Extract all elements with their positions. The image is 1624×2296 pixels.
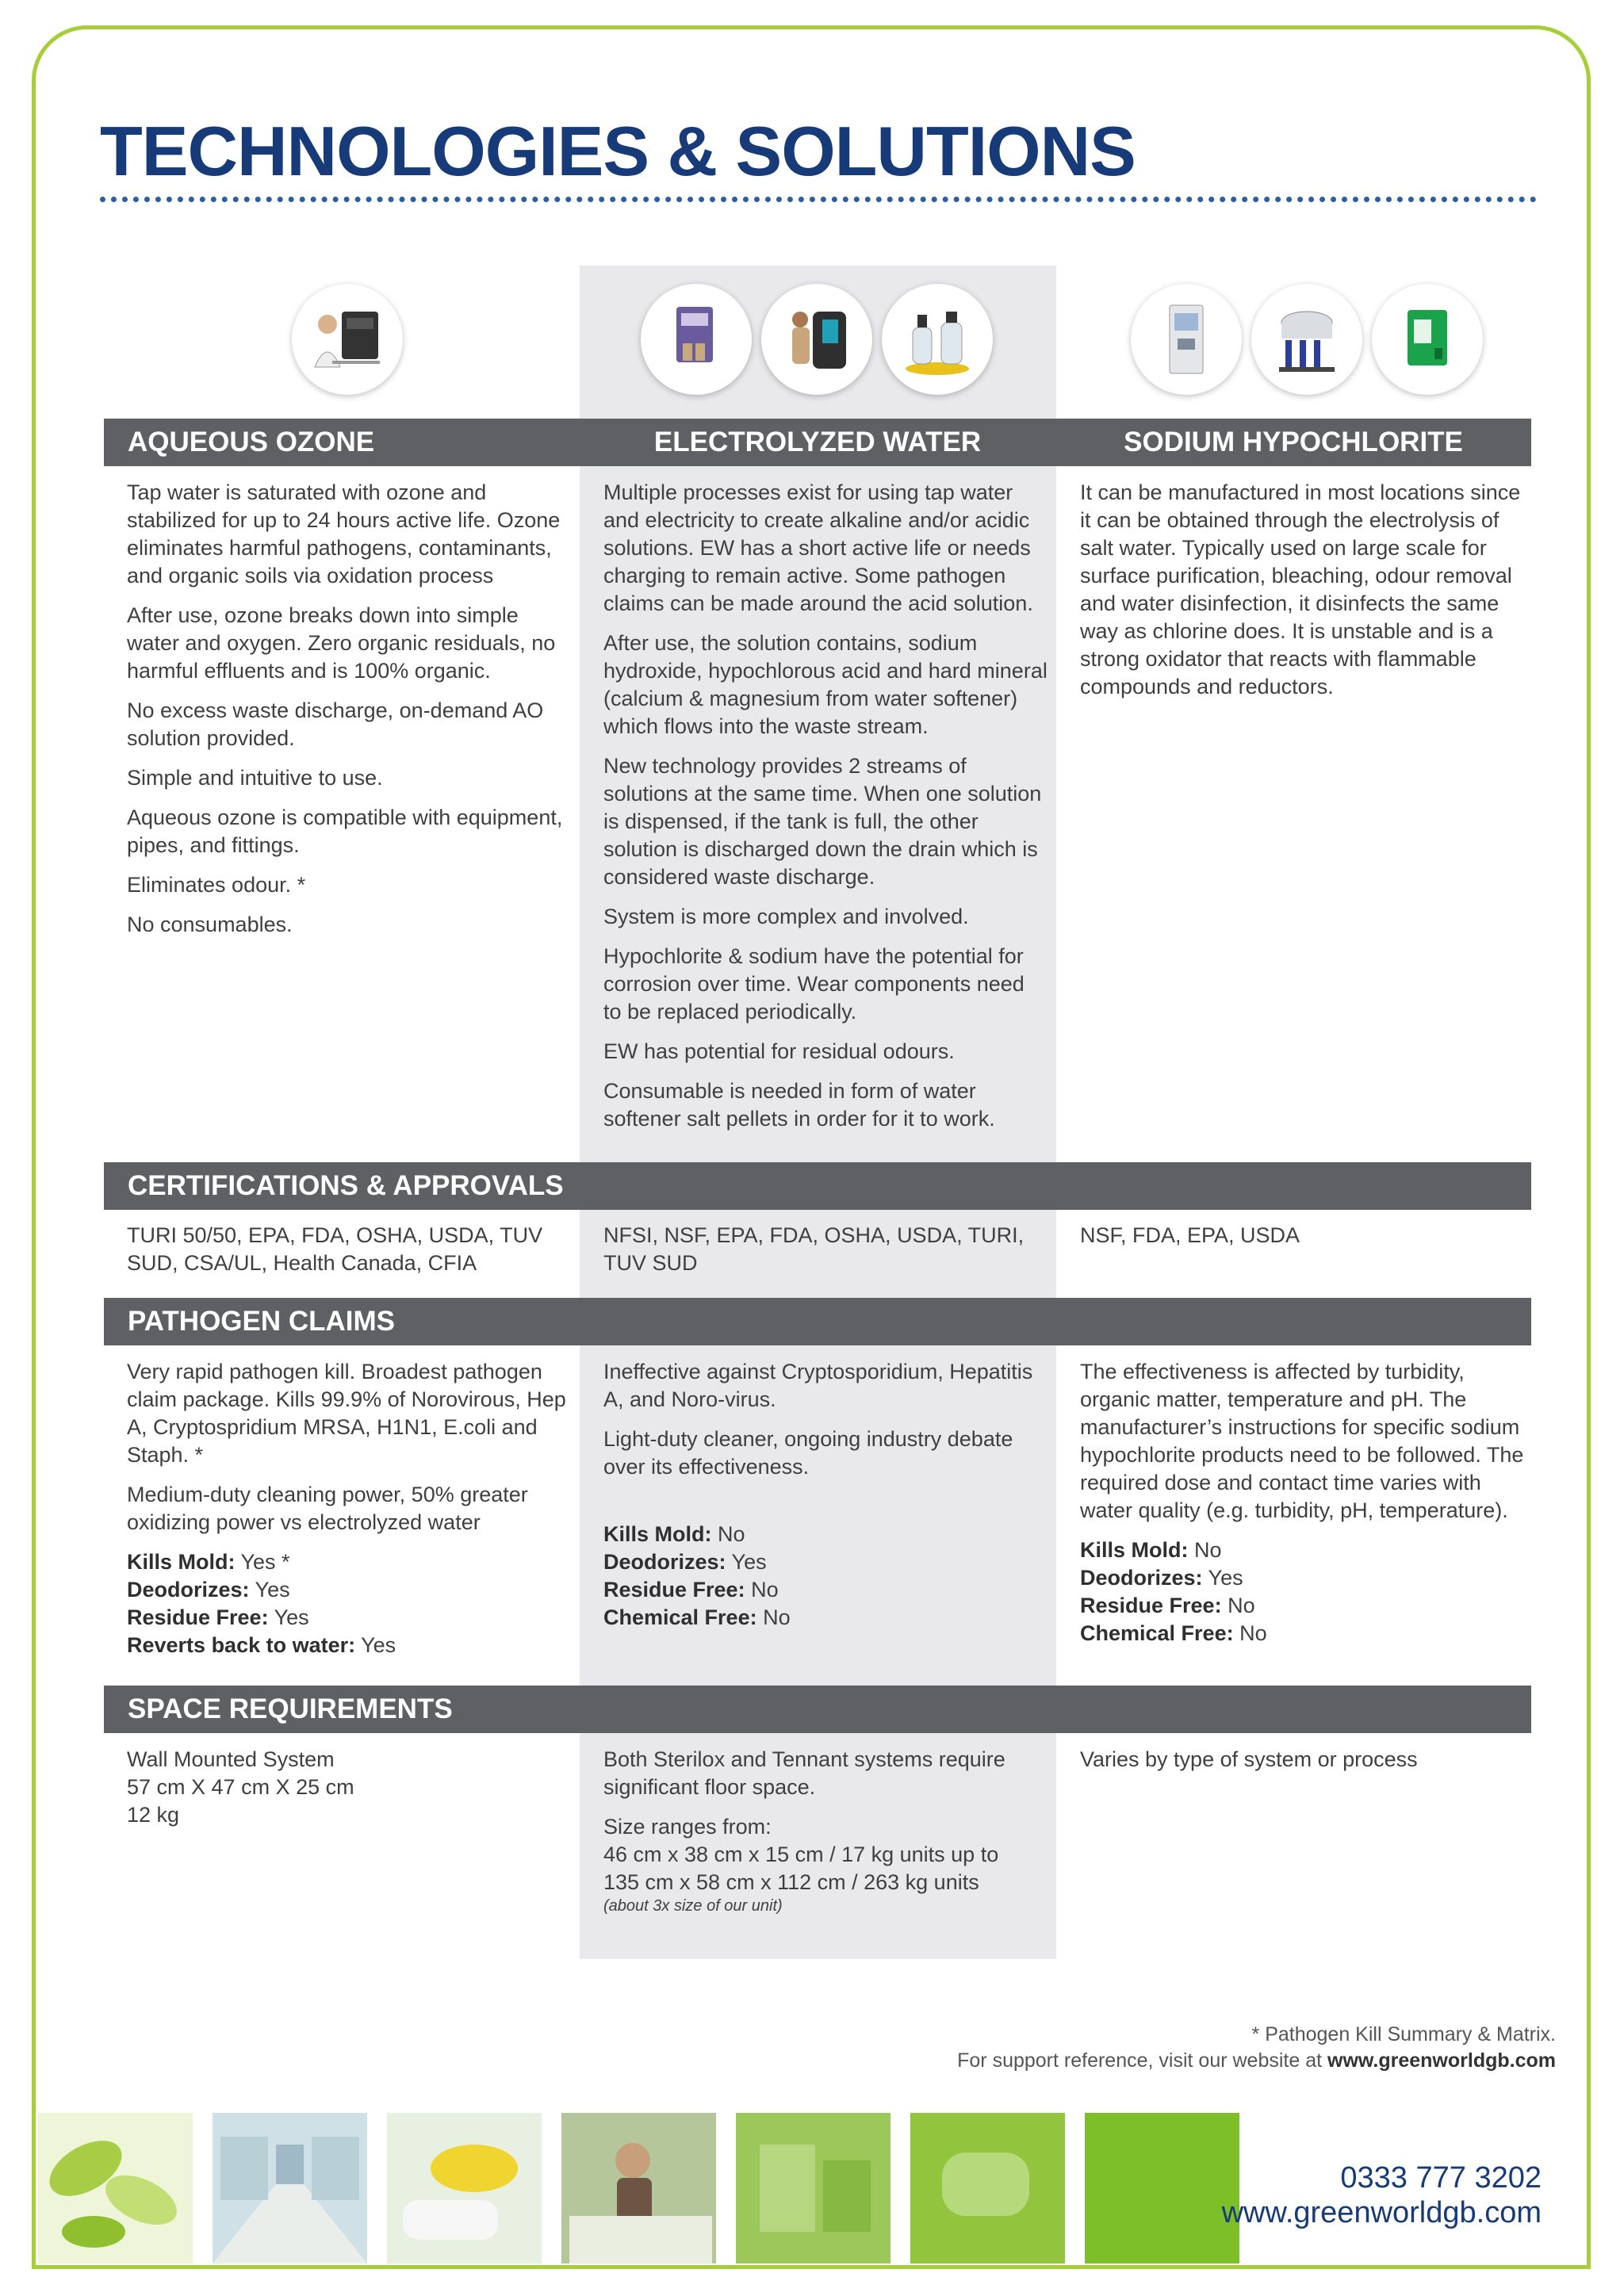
pathogen-footnote: * Pathogen Kill Summary & Matrix.	[1251, 2023, 1556, 2045]
header-aqueous-ozone: AQUEOUS OZONE	[128, 427, 375, 457]
header-electrolyzed-water: ELECTROLYZED WATER	[653, 427, 982, 457]
description-paragraph: No consumables.	[127, 913, 293, 936]
space-electrolyzed-water	[603, 1746, 1048, 1915]
photo-strip	[38, 2113, 1235, 2263]
footnote	[957, 2022, 1556, 2074]
water-cooler-icon	[1131, 284, 1242, 395]
attribute-kills-mold: Kills Mold: No	[603, 1522, 745, 1546]
description-electrolyzed-water	[603, 479, 1048, 1145]
green-bathroom-photo	[910, 2113, 1065, 2263]
spray-bottles-icon	[882, 284, 993, 395]
icons-sodium-hypochlorite	[1131, 284, 1483, 395]
space-paragraph: Both Sterilox and Tennant systems require significant floor space.	[603, 1747, 1005, 1799]
space-heading: SPACE REQUIREMENTS	[128, 1693, 453, 1724]
housekeeper-photo	[561, 2113, 716, 2263]
cleaning-machine-operator-icon	[761, 284, 872, 395]
description-paragraph: Eliminates odour. *	[127, 873, 306, 897]
description-paragraph: Consumable is needed in form of water softener salt pellets in order for it to work.	[603, 1079, 995, 1131]
attribute-chemical-free: Chemical Free: No	[1080, 1621, 1267, 1645]
description-paragraph: It can be manufactured in most locations since it can be obtained through the electrolysis of salt water. Typically used on large scale for surface purification, bleaching, odour removal and water disinfection, it disinfects the same way as chlorine does. It is unstable and is a strong oxidator that reacts with flammable compounds and reductors.	[1080, 480, 1521, 698]
attribute-kills-mold: Kills Mold: Yes *	[127, 1550, 290, 1574]
header-sodium-hypochlorite: SODIUM HYPOCHLORITE	[1124, 427, 1463, 457]
technology-header-band	[104, 419, 1531, 466]
certifications-text: NFSI, NSF, EPA, FDA, OSHA, USDA, TURI, TUV SUD	[603, 1223, 1025, 1275]
pathogen-sodium-hypochlorite	[1080, 1358, 1524, 1647]
space-aqueous-ozone	[127, 1746, 571, 1829]
ozone-unit-with-person-icon	[292, 284, 403, 395]
pathogen-paragraph: Very rapid pathogen kill. Broadest pathogen claim package. Kills 99.9% of Norovirous, Hep A, Cryptospridium MRSA, H1N1, E.coli and Staph. *	[127, 1360, 566, 1467]
space-line: Size ranges from:	[603, 1815, 772, 1839]
description-paragraph: No excess waste discharge, on-demand AO solution provided.	[127, 698, 544, 750]
description-paragraph: Multiple processes exist for using tap water and electricity to create alkaline and/or acidic solutions. EW has a short active life or needs charging to remain active. Some pathogen claims can be made around the acid solution.	[603, 480, 1033, 615]
attribute-residue-free: Residue Free: Yes	[127, 1605, 309, 1629]
certifications-text: NSF, FDA, EPA, USDA	[1080, 1223, 1300, 1247]
description-aqueous-ozone	[127, 479, 571, 951]
description-paragraph: Hypochlorite & sodium have the potential for corrosion over time. Wear components need to be replaced periodically.	[603, 944, 1025, 1024]
certifications-band	[104, 1162, 1531, 1210]
electrolyzed-dispenser-icon	[641, 284, 752, 395]
title-dotted-rule	[100, 197, 1537, 202]
cleaning-glove-photo	[387, 2113, 542, 2263]
description-sodium-hypochlorite	[1080, 479, 1524, 713]
corridor-photo	[213, 2113, 367, 2263]
attribute-deodorizes: Deodorizes: Yes	[603, 1550, 767, 1574]
attribute-kills-mold: Kills Mold: No	[1080, 1538, 1222, 1562]
description-paragraph: After use, ozone breaks down into simple water and oxygen. Zero organic residuals, no harmful effluents and is 100% organic.	[127, 603, 556, 683]
certifications-heading: CERTIFICATIONS & APPROVALS	[128, 1170, 564, 1201]
space-sodium-hypochlorite	[1080, 1746, 1524, 1774]
space-line: 46 cm x 38 cm x 15 cm / 17 kg units up to	[603, 1843, 999, 1866]
pathogen-aqueous-ozone	[127, 1358, 571, 1659]
attribute-deodorizes: Deodorizes: Yes	[127, 1578, 290, 1601]
description-paragraph: Aqueous ozone is compatible with equipment, pipes, and fittings.	[127, 806, 563, 857]
space-line: Wall Mounted System	[127, 1747, 335, 1771]
pathogen-electrolyzed-water	[603, 1358, 1048, 1632]
website-link[interactable]: www.greenworldgb.com	[1221, 2196, 1542, 2229]
green-interior-photo	[736, 2113, 891, 2263]
green-block	[1085, 2113, 1239, 2263]
space-line: 12 kg	[127, 1803, 180, 1827]
certifications-sodium-hypochlorite	[1080, 1222, 1524, 1261]
certifications-electrolyzed-water	[603, 1222, 1048, 1289]
attribute-residue-free: Residue Free: No	[1080, 1594, 1255, 1617]
space-line: 57 cm X 47 cm X 25 cm	[127, 1775, 354, 1799]
space-line: 135 cm x 58 cm x 112 cm / 263 kg units	[603, 1870, 979, 1894]
attribute-residue-free: Residue Free: No	[603, 1578, 779, 1601]
pathogen-heading: PATHOGEN CLAIMS	[128, 1306, 396, 1337]
description-paragraph: Tap water is saturated with ozone and stabilized for up to 24 hours active life. Ozone eliminates harmful pathogens, contaminants, and organic soils via oxidation process	[127, 480, 561, 587]
attribute-chemical-free: Chemical Free: No	[603, 1605, 791, 1629]
green-dispenser-icon	[1372, 284, 1483, 395]
description-paragraph: After use, the solution contains, sodium hydroxide, hypochlorous acid and hard mineral (calcium & magnesium from water softener) which flows into the waste stream.	[603, 631, 1048, 738]
page-title: TECHNOLOGIES & SOLUTIONS	[100, 112, 1136, 190]
contact-block	[1222, 2160, 1542, 2230]
leaves-photo	[38, 2113, 193, 2263]
attribute-reverts-to-water: Reverts back to water: Yes	[127, 1633, 396, 1657]
pathogen-paragraph: Ineffective against Cryptosporidium, Hepatitis A, and Noro-virus.	[603, 1360, 1033, 1411]
icons-aqueous-ozone	[292, 284, 403, 395]
description-paragraph: New technology provides 2 streams of solutions at the same time. When one solution is dispensed, if the tank is full, the other solution is discharged down the drain which is considered waste discharge.	[603, 754, 1042, 889]
space-band	[104, 1686, 1531, 1733]
description-paragraph: System is more complex and involved.	[603, 905, 969, 928]
pathogen-paragraph: The effectiveness is affected by turbidity, organic matter, temperature and pH. The manufacturer’s instructions for specific sodium hypochlorite products need to be followed. The required dose and contact time varies with water quality (e.g. turbidity, pH, temperature).	[1080, 1360, 1524, 1522]
icons-electrolyzed-water	[641, 284, 993, 395]
pathogen-paragraph: Light-duty cleaner, ongoing industry debate over its effectiveness.	[603, 1427, 1013, 1479]
support-url-link[interactable]: www.greenworldgb.com	[1327, 2049, 1556, 2072]
attribute-deodorizes: Deodorizes: Yes	[1080, 1566, 1243, 1590]
certifications-aqueous-ozone	[127, 1222, 571, 1289]
space-line: Varies by type of system or process	[1080, 1747, 1418, 1771]
support-reference: For support reference, visit our website at www.greenworldgb.com	[957, 2049, 1556, 2072]
space-note: (about 3x size of our unit)	[603, 1897, 783, 1915]
certifications-text: TURI 50/50, EPA, FDA, OSHA, USDA, TUV SUD, CSA/UL, Health Canada, CFIA	[127, 1223, 543, 1275]
description-paragraph: Simple and intuitive to use.	[127, 766, 383, 790]
hypochlorite-tank-icon	[1251, 284, 1362, 395]
phone-number[interactable]: 0333 777 3202	[1340, 2161, 1542, 2195]
pathogen-paragraph: Medium-duty cleaning power, 50% greater oxidizing power vs electrolyzed water	[127, 1483, 528, 1534]
description-paragraph: EW has potential for residual odours.	[603, 1039, 955, 1063]
pathogen-band	[104, 1298, 1531, 1345]
